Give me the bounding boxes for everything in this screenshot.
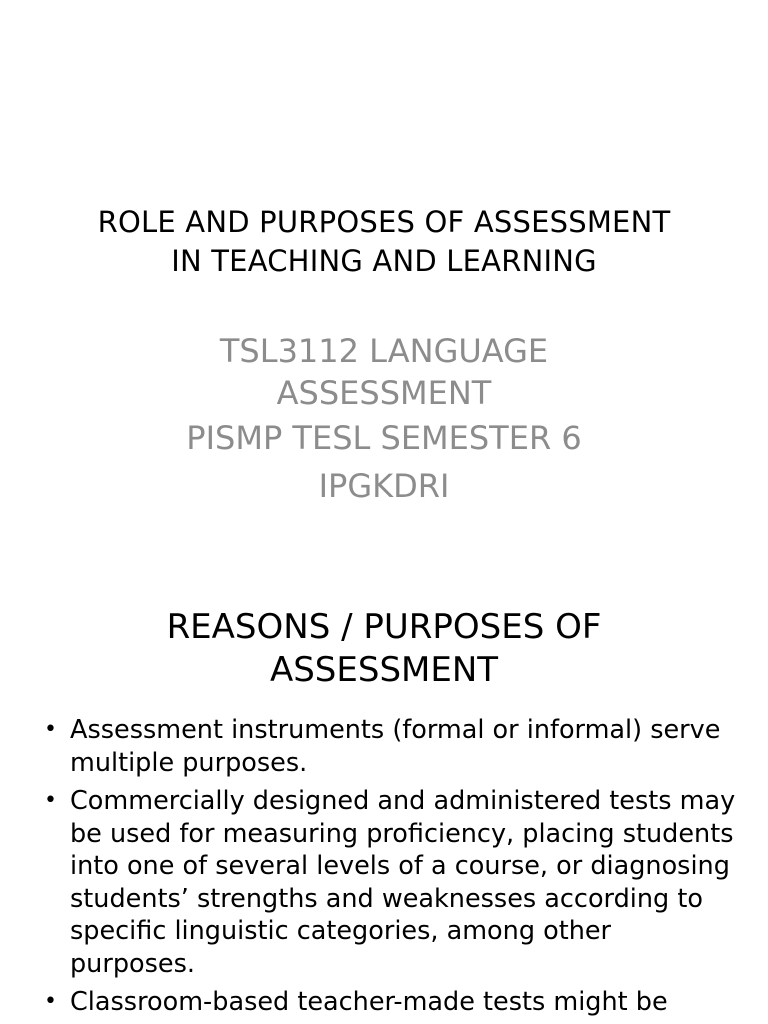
bullet-text: Assessment instruments (formal or informal) serve multiple purposes. [70, 715, 721, 778]
bullet-item [40, 785, 740, 980]
slide-subtitle [0, 330, 768, 510]
slide-title [0, 203, 768, 281]
bullet-marker-icon: • [44, 717, 57, 742]
bullet-marker-icon: • [44, 989, 57, 1014]
course-name-line-1: TSL3112 LANGUAGE [219, 332, 549, 370]
slide-title-line-1: ROLE AND PURPOSES OF ASSESSMENT [97, 205, 671, 239]
section-heading-line-2: ASSESSMENT [269, 650, 499, 690]
section-heading [0, 606, 768, 692]
bullet-text: Commercially designed and administered tests may be used for measuring proficiency, placing students into one of several levels of a course, or diagnosing students’ strengths and weaknesses according to specific linguistic categories, among other purposes. [70, 786, 736, 979]
bullet-item [40, 714, 740, 779]
course-name-line-2: ASSESSMENT [276, 374, 492, 412]
bullet-list [40, 714, 740, 1024]
institution-name: IPGKDRI [318, 467, 450, 505]
bullet-text: Classroom-based teacher-made tests might be [70, 987, 668, 1017]
program-name: PISMP TESL SEMESTER 6 [186, 419, 582, 457]
section-heading-line-1: REASONS / PURPOSES OF [166, 607, 602, 647]
bullet-item [40, 986, 740, 1019]
course-name [0, 330, 768, 414]
content-slide [0, 580, 768, 1024]
slide-title-line-2: IN TEACHING AND LEARNING [171, 244, 597, 278]
bullet-marker-icon: • [44, 788, 57, 813]
